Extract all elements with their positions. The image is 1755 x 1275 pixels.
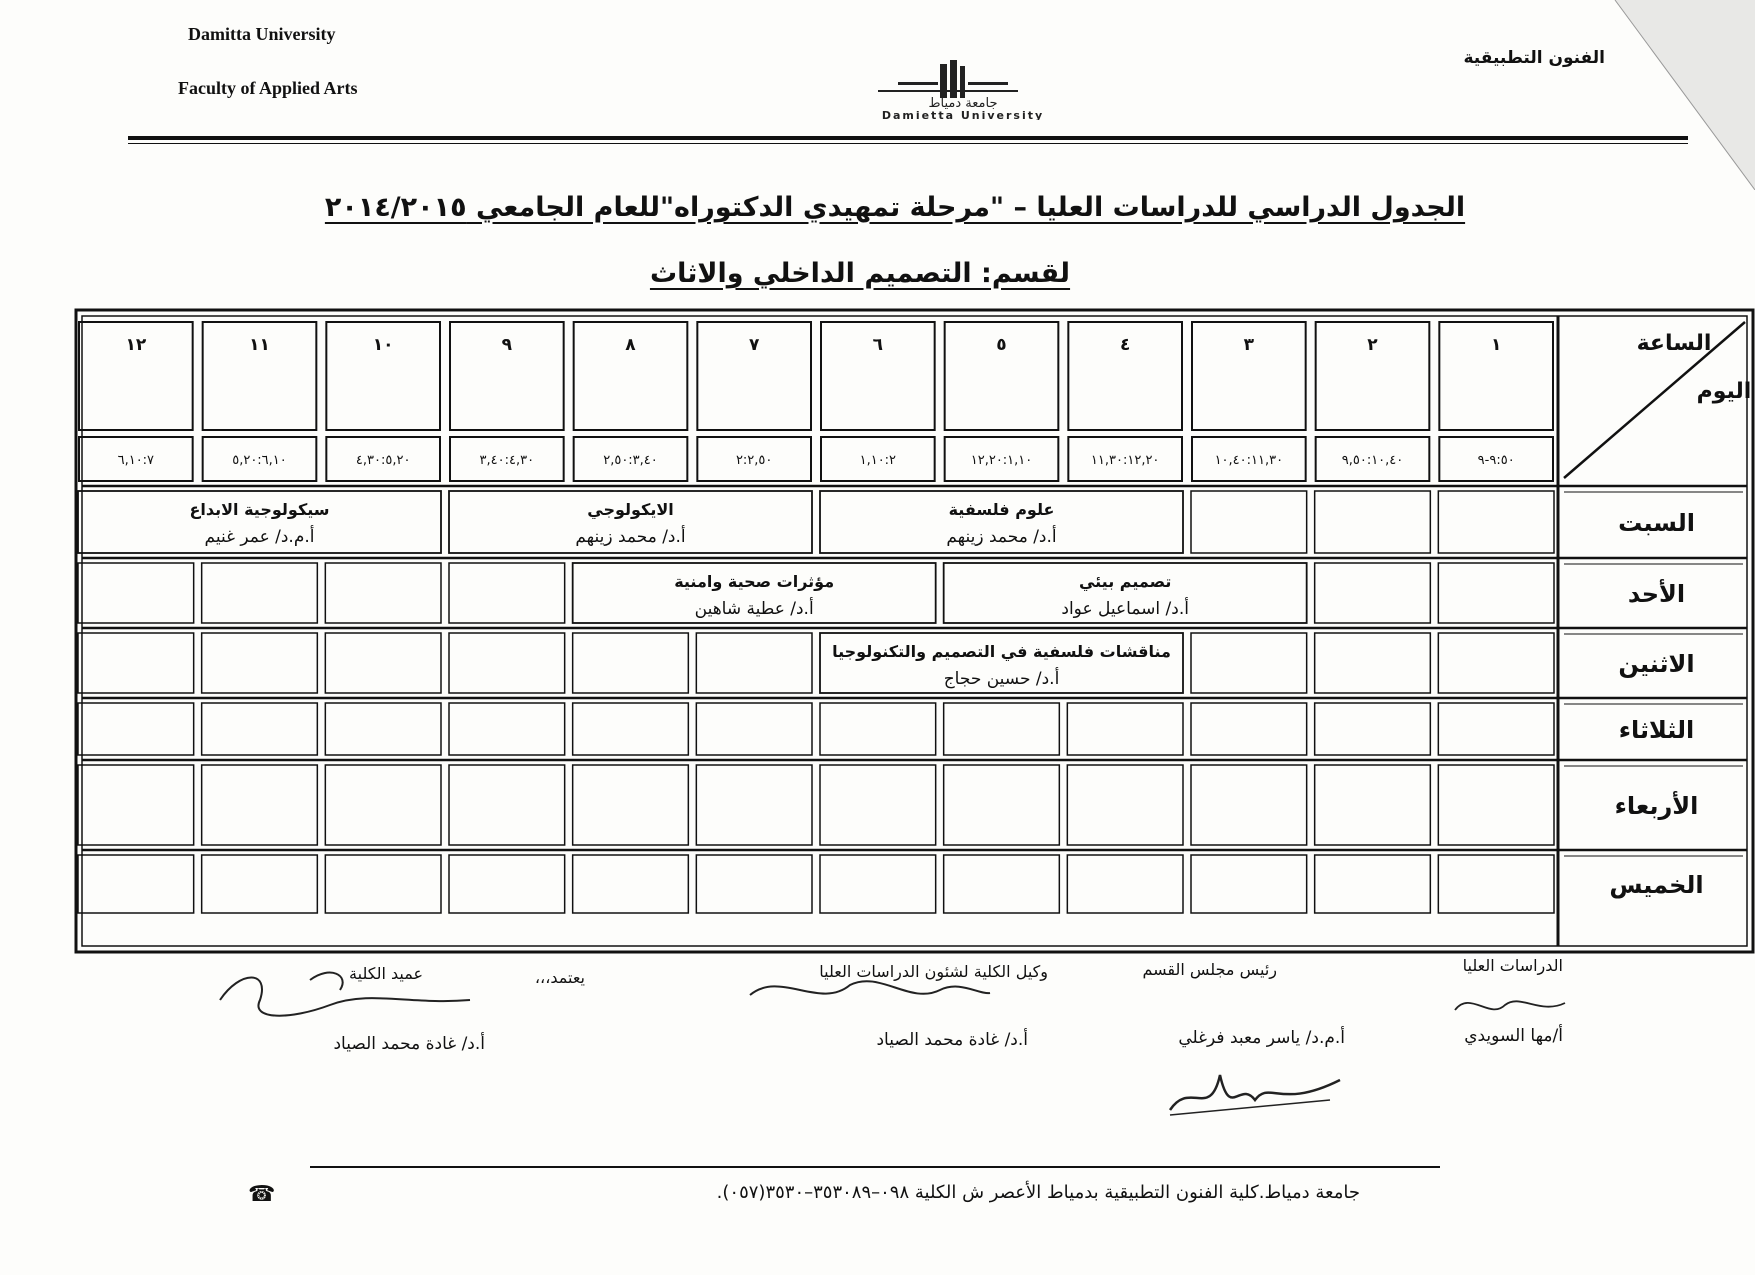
schedule-cell [820, 703, 936, 755]
schedule-table [74, 308, 1755, 956]
period-number: ٣ [1243, 335, 1255, 355]
period-time: ٦,١٠:٧ [117, 453, 155, 468]
day-label: السبت [1618, 509, 1695, 537]
schedule-cell [1438, 491, 1554, 553]
schedule-cell [1067, 765, 1183, 845]
schedule-cell [78, 765, 194, 845]
schedule-cell [449, 765, 565, 845]
schedule-cell [325, 563, 441, 623]
footer-address: جامعة دمياط.كلية الفنون التطبيقية بدمياط الأعصر ش الكلية ٠٩٨–٣٥٣٠٨٩–٣٥٣٠(٠٥٧). [716, 1182, 1360, 1203]
schedule-cell [696, 633, 812, 693]
course-name: الايكولوجي [587, 500, 674, 519]
schedule-cell [1191, 855, 1307, 913]
schedule-cell [696, 855, 812, 913]
schedule-cell [78, 633, 194, 693]
period-number: ١ [1490, 335, 1502, 355]
period-number: ١١ [249, 335, 270, 355]
schedule-cell [325, 765, 441, 845]
signature-name-grad: أ/مها السويدي [1464, 1026, 1563, 1046]
period-time: ٤,٣٠:٥,٢٠ [355, 453, 411, 468]
period-time: ١,١٠:٢ [859, 453, 897, 468]
schedule-cell [202, 855, 318, 913]
schedule-cell [1315, 703, 1431, 755]
period-number: ٢ [1367, 335, 1378, 355]
schedule-cell [573, 703, 689, 755]
course-teacher: أ.د/ محمد زينهم [575, 527, 686, 547]
dept-head-signature [1160, 1060, 1350, 1130]
university-logo [838, 58, 1088, 120]
course-teacher: أ.د/ اسماعيل عواد [1061, 599, 1189, 619]
schedule-cell [573, 855, 689, 913]
course-name: تصميم بيئي [1078, 572, 1172, 591]
header-rule-thin [128, 143, 1688, 144]
page-title: الجدول الدراسي للدراسات العليا – "مرحلة تمهيدي الدكتوراه"للعام الجامعي ٢٠١٤/٢٠١٥ [324, 192, 1466, 223]
footer-rule [310, 1166, 1440, 1168]
schedule-cell [1315, 855, 1431, 913]
schedule-cell [1315, 563, 1431, 623]
corner-hour-label: الساعة [1636, 331, 1712, 356]
course-teacher: أ.د/ محمد زينهم [946, 527, 1057, 547]
period-time: ٣,٤٠:٤,٣٠ [479, 453, 535, 468]
schedule-cell [573, 633, 689, 693]
schedule-cell [78, 703, 194, 755]
schedule-cell [1438, 765, 1554, 845]
schedule-cell [78, 855, 194, 913]
schedule-cell [325, 703, 441, 755]
period-number: ٥ [996, 335, 1007, 355]
schedule-cell [696, 765, 812, 845]
period-number: ٧ [748, 335, 760, 355]
faculty-name-ar: الفنون التطبيقية [1463, 48, 1605, 68]
schedule-cell [202, 765, 318, 845]
page-fold [1495, 0, 1755, 190]
schedule-cell [1067, 703, 1183, 755]
day-label: الثلاثاء [1618, 716, 1695, 744]
schedule-cell [1438, 855, 1554, 913]
period-number: ٨ [625, 335, 636, 355]
schedule-cell [944, 855, 1060, 913]
header-rule [128, 136, 1688, 140]
logo-en-text: Damietta University [881, 109, 1045, 120]
day-label: الأحد [1627, 580, 1686, 608]
schedule-cell [820, 765, 936, 845]
logo-ar-text: جامعة دمياط [928, 96, 998, 111]
course-name: سيكولوجية الابداع [189, 500, 330, 519]
period-number: ٦ [872, 335, 884, 355]
schedule-cell [1191, 491, 1307, 553]
phone-icon: ☎ [248, 1182, 276, 1207]
period-time: ٢,٥٠:٣,٤٠ [603, 453, 658, 468]
university-name-en: Damitta University [188, 24, 336, 44]
dean-signature [210, 960, 500, 1030]
schedule-cell [449, 855, 565, 913]
table-inner-frame [82, 316, 1747, 946]
schedule-cell [202, 633, 318, 693]
schedule-cell [1315, 491, 1431, 553]
period-number: ٩ [501, 335, 513, 355]
signature-title-dept-head: رئيس مجلس القسم [1142, 960, 1277, 979]
period-time: ١١,٣٠:١٢,٢٠ [1090, 453, 1160, 468]
schedule-cell [449, 633, 565, 693]
signature-name-vice-dean: أ.د/ غادة محمد الصياد [876, 1030, 1028, 1050]
schedule-cell [202, 563, 318, 623]
period-time: ٩,٥٠:١٠,٤٠ [1341, 453, 1404, 468]
schedule-cell [1191, 765, 1307, 845]
signature-name-dean: أ.د/ غادة محمد الصياد [333, 1034, 485, 1054]
schedule-cell [1191, 633, 1307, 693]
schedule-cell [573, 765, 689, 845]
schedule-cell [1067, 855, 1183, 913]
schedule-cell [1438, 703, 1554, 755]
signature-title-vice-dean: وكيل الكلية لشئون الدراسات العليا [819, 962, 1048, 981]
period-time: ٢:٢,٥٠ [735, 453, 773, 468]
vice-dean-signature [740, 965, 1000, 1025]
schedule-cell [1315, 633, 1431, 693]
schedule-cell [449, 703, 565, 755]
schedule-cell [325, 633, 441, 693]
schedule-cell [1191, 703, 1307, 755]
schedule-cell [325, 855, 441, 913]
schedule-cell [944, 765, 1060, 845]
period-time: ٥,٢٠:٦,١٠ [232, 453, 287, 468]
period-number: ١٢ [125, 335, 147, 355]
schedule-cell [696, 703, 812, 755]
signature-name-dept-head: أ.م.د/ ياسر معبد فرغلي [1178, 1028, 1345, 1048]
course-teacher: أ.م.د/ عمر غنيم [204, 527, 315, 547]
course-name: مناقشات فلسفية في التصميم والتكنولوجيا [832, 642, 1171, 661]
day-label: الأربعاء [1614, 792, 1699, 820]
corner-day-label: اليوم [1696, 379, 1752, 404]
course-name: مؤثرات صحية وامنية [674, 572, 835, 591]
period-time: ٩:٥٠-٩ [1477, 453, 1515, 468]
period-number: ١٠ [372, 335, 394, 355]
period-time: ١٢,٢٠:١,١٠ [970, 453, 1033, 468]
course-teacher: أ.د/ عطية شاهين [694, 599, 814, 619]
schedule-cell [1438, 563, 1554, 623]
schedule-cell [820, 855, 936, 913]
signature-title-dean: عميد الكلية [349, 964, 423, 983]
period-number: ٤ [1119, 335, 1131, 355]
schedule-cell [78, 563, 194, 623]
approval-label: يعتمد،،، [534, 968, 585, 987]
grad-signature [1445, 985, 1575, 1025]
schedule-cell [1315, 765, 1431, 845]
day-label: الخميس [1609, 871, 1704, 899]
schedule-cell [202, 703, 318, 755]
faculty-name-en: Faculty of Applied Arts [178, 78, 358, 98]
department-title: لقسم: التصميم الداخلي والاثاث [649, 258, 1071, 289]
signature-title-grad: الدراسات العليا [1462, 956, 1563, 975]
course-teacher: أ.د/ حسين حجاج [943, 669, 1060, 689]
schedule-cell [1438, 633, 1554, 693]
schedule-cell [944, 703, 1060, 755]
period-time: ١٠,٤٠:١١,٣٠ [1214, 453, 1284, 468]
course-name: علوم فلسفية [948, 500, 1055, 519]
day-label: الاثنين [1618, 650, 1695, 678]
schedule-cell [449, 563, 565, 623]
